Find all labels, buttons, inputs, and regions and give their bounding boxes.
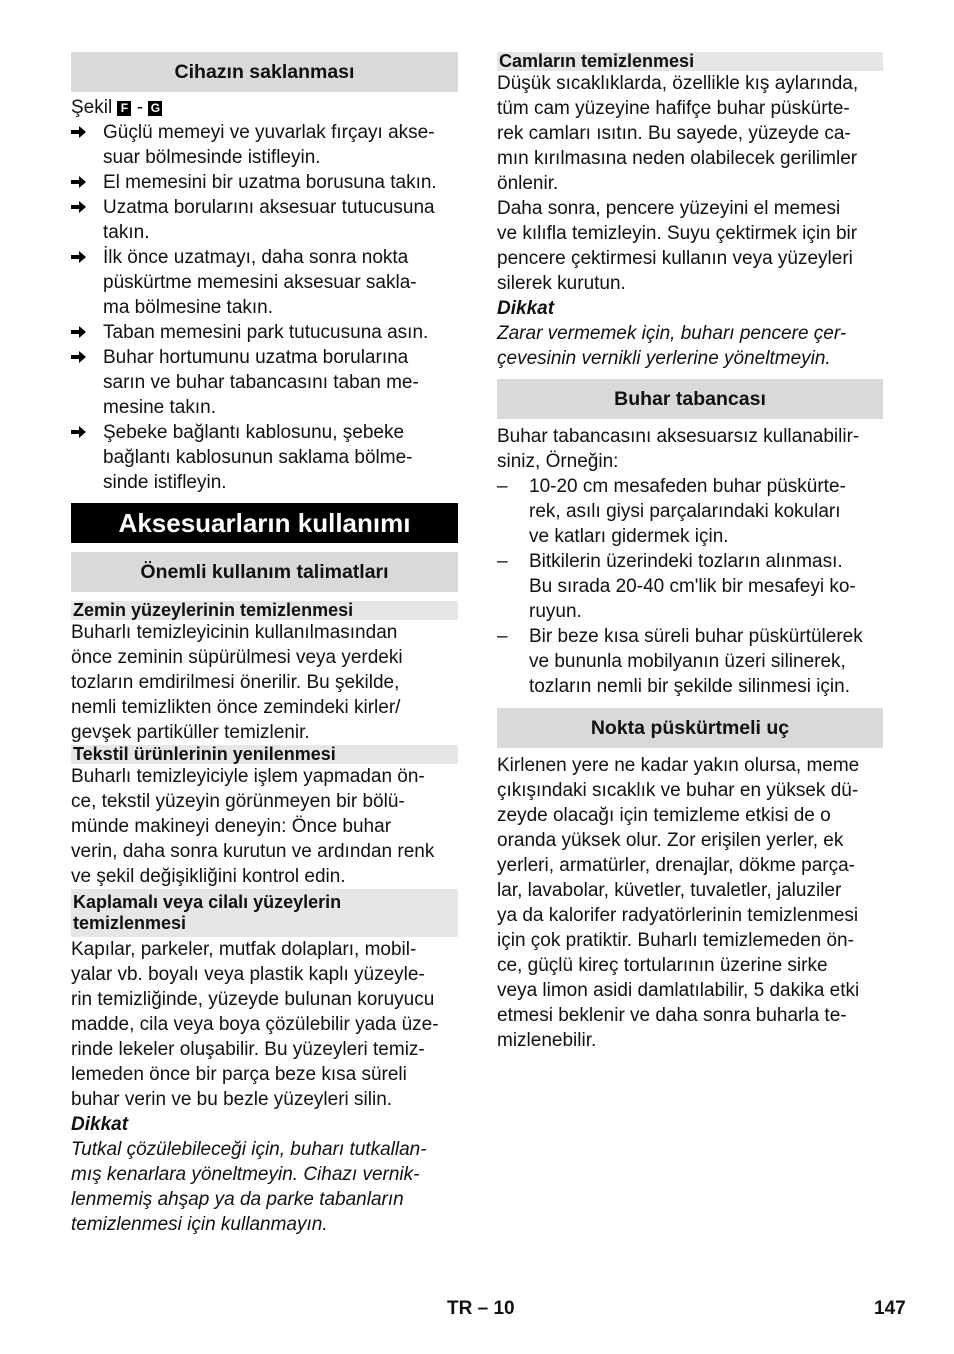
text-line: Taban memesini park tutucusuna asın. — [103, 322, 429, 343]
storage-step-text — [103, 195, 435, 245]
arrow-right-icon — [71, 195, 103, 245]
text-line: ce, tekstil yüzeyin görünmeyen bir bölü- — [71, 791, 405, 812]
figure-separator: - — [136, 97, 144, 118]
text-line: Bitkilerin üzerindeki tozların alınması. — [529, 551, 843, 572]
text-line: mesine takın. — [103, 397, 216, 418]
figure-prefix: Şekil — [71, 97, 113, 118]
text-line: Tutkal çözülebileceği için, buharı tutkallan- — [71, 1139, 427, 1160]
text-line: mış kenarlara yöneltmeyin. Cihazı vernik- — [71, 1164, 420, 1185]
storage-step — [71, 420, 458, 495]
text-line: rin temizliğinde, yüzeyde bulunan koruyucu — [71, 989, 435, 1010]
figure-f-label: F — [117, 101, 131, 116]
dash-marker: – — [497, 476, 508, 497]
text-line: El memesini bir uzatma borusuna takın. — [103, 172, 437, 193]
text-line: mın kırılmasına neden olabilecek gerilimler — [497, 148, 858, 169]
text-line: sarın ve buhar tabancasını taban me- — [103, 372, 419, 393]
text-line: Buharlı temizleyiciyle işlem yapmadan ön- — [71, 766, 425, 787]
storage-step-text — [103, 170, 437, 195]
footer-page-number: 147 — [874, 1298, 906, 1319]
storage-step — [71, 320, 458, 345]
figure-reference — [71, 95, 458, 120]
text-line: için çok pratiktir. Buharlı temizlemeden ön- — [497, 930, 854, 951]
glass-subheading: Camların temizlenmesi — [497, 52, 883, 71]
text-line: önce zeminin süpürülmesi veya yerdeki — [71, 647, 403, 668]
text-line: ve bununla mobilyanın üzeri silinerek, — [529, 651, 846, 672]
caution-label: Dikkat — [497, 298, 555, 319]
textile-paragraph — [71, 764, 458, 889]
nozzle-paragraph — [497, 753, 883, 1053]
text-line: lemeden önce bir parça beze kısa süreli — [71, 1064, 407, 1085]
text-line: münde makineyi deneyin: Önce buhar — [71, 816, 392, 837]
storage-step — [71, 345, 458, 420]
text-line: Kapılar, parkeler, mutfak dolapları, mobil- — [71, 939, 417, 960]
text-line: gevşek partiküller temizlenir. — [71, 722, 310, 743]
storage-heading: Cihazın saklanması — [71, 52, 458, 92]
floor-paragraph — [71, 620, 458, 745]
text-line: yalar vb. boyalı veya plastik kaplı yüzeyle- — [71, 964, 425, 985]
text-line: Buharlı temizleyicinin kullanılmasından — [71, 622, 398, 643]
arrow-right-icon — [71, 345, 103, 420]
text-line: tozların emdirilmesi önerilir. Bu şekilde, — [71, 672, 400, 693]
text-line: sinde istifleyin. — [103, 472, 227, 493]
text-line: rek camları ısıtın. Bu sayede, yüzeyde ca- — [497, 123, 851, 144]
storage-steps-list — [71, 120, 458, 495]
textile-subheading: Tekstil ürünlerinin yenilenmesi — [71, 745, 458, 764]
floor-subheading: Zemin yüzeylerinin temizlenmesi — [71, 601, 458, 620]
text-line: silerek kurutun. — [497, 273, 626, 294]
text-line: çevesinin vernikli yerlerine yöneltmeyin. — [497, 348, 831, 369]
text-line: madde, cila veya boya çözülebilir yada üze- — [71, 1014, 439, 1035]
storage-step — [71, 120, 458, 170]
storage-step-text — [103, 420, 412, 495]
text-line: oranda yüksek olur. Zor erişilen yerler, ek — [497, 830, 844, 851]
gun-usage-item — [497, 474, 883, 549]
text-line: rek, asılı giysi parçalarındaki kokuları — [529, 501, 841, 522]
text-line: temizlenmesi için kullanmayın. — [71, 1214, 328, 1235]
text-line: Düşük sıcaklıklarda, özellikle kış aylarında, — [497, 73, 859, 94]
text-line: Daha sonra, pencere yüzeyini el memesi — [497, 198, 841, 219]
text-line: suar bölmesinde istifleyin. — [103, 147, 321, 168]
storage-step-text — [103, 320, 428, 345]
text-line: tozların nemli bir şekilde silinmesi için. — [529, 676, 850, 697]
storage-step — [71, 170, 458, 195]
text-line: Bu sırada 20-40 cm'lik bir mesafeyi ko- — [529, 576, 856, 597]
text-line: zeyde olacağı için temizleme etkisi de o — [497, 805, 831, 826]
gun-heading: Buhar tabancası — [497, 379, 883, 419]
coated-paragraph — [71, 937, 458, 1112]
gun-usage-text — [529, 549, 856, 624]
arrow-right-icon — [71, 320, 103, 345]
arrow-right-icon — [71, 420, 103, 495]
text-line: siniz, Örneğin: — [497, 451, 619, 472]
text-line: tüm cam yüzeyine hafifçe buhar püskürte- — [497, 98, 850, 119]
figure-g-label: G — [148, 101, 162, 116]
text-line: Buhar tabancasını aksesuarsız kullanabilir- — [497, 426, 860, 447]
text-line: Uzatma borularını aksesuar tutucusuna — [103, 197, 435, 218]
storage-step-text — [103, 345, 419, 420]
storage-step — [71, 245, 458, 320]
glass-paragraph — [497, 71, 883, 296]
gun-usage-item — [497, 624, 883, 699]
instructions-heading: Önemli kullanım talimatları — [71, 552, 458, 592]
text-line: Şebeke bağlantı kablosunu, şebeke — [103, 422, 405, 443]
text-line: 10-20 cm mesafeden buhar püskürte- — [529, 476, 846, 497]
nozzle-heading: Nokta püskürtmeli uç — [497, 708, 883, 748]
gun-intro-paragraph — [497, 424, 883, 474]
caution-paragraph — [497, 321, 883, 371]
text-line: püskürtme memesini aksesuar sakla- — [103, 272, 417, 293]
text-line: Bir beze kısa süreli buhar püskürtülerek — [529, 626, 863, 647]
dash-marker: – — [497, 626, 508, 647]
coated-subheading — [71, 889, 458, 937]
text-line: takın. — [103, 222, 150, 243]
text-line: ce, güçlü kireç tortularının üzerine sirke — [497, 955, 828, 976]
storage-step-text — [103, 120, 435, 170]
gun-usage-item — [497, 549, 883, 624]
text-line: çıkışındaki sıcaklık ve buhar en yüksek dü- — [497, 780, 859, 801]
text-line: buhar verin ve bu bezle yüzeyleri silin. — [71, 1089, 393, 1110]
text-line: mizlenebilir. — [497, 1030, 597, 1051]
footer-section-label: TR – 10 — [447, 1298, 515, 1319]
text-line: ruyun. — [529, 601, 582, 622]
caution-paragraph — [71, 1137, 458, 1237]
gun-usage-list — [497, 474, 883, 699]
gun-usage-text — [529, 474, 846, 549]
text-line: Buhar hortumunu uzatma borularına — [103, 347, 409, 368]
text-line: ve kılıfla temizleyin. Suyu çektirmek için bir — [497, 223, 858, 244]
text-line: ve şekil değişikliğini kontrol edin. — [71, 866, 346, 887]
coated-subheading-line: temizlenmesi — [73, 913, 187, 933]
text-line: ya da kalorifer radyatörlerinin temizlenmesi — [497, 905, 859, 926]
arrow-right-icon — [71, 245, 103, 320]
storage-step-text — [103, 245, 417, 320]
text-line: yerleri, armatürler, drenajlar, dökme parça- — [497, 855, 855, 876]
text-line: verin, daha sonra kurutun ve ardından renk — [71, 841, 435, 862]
text-line: veya limon asidi damlatılabilir, 5 dakika etki — [497, 980, 860, 1001]
coated-subheading-line: Kaplamalı veya cilalı yüzeylerin — [73, 892, 342, 912]
dash-marker: – — [497, 551, 508, 572]
section-title: Aksesuarların kullanımı — [71, 503, 458, 543]
gun-usage-text — [529, 624, 863, 699]
text-line: lenmemiş ahşap ya da parke tabanların — [71, 1189, 404, 1210]
text-line: bağlantı kablosunun saklama bölme- — [103, 447, 413, 468]
text-line: rinde lekeler oluşabilir. Bu yüzeyleri temiz- — [71, 1039, 425, 1060]
text-line: Güçlü memeyi ve yuvarlak fırçayı akse- — [103, 122, 435, 143]
text-line: nemli temizlikten önce zemindeki kirler/ — [71, 697, 401, 718]
text-line: lar, lavabolar, küvetler, tuvaletler, jaluziler — [497, 880, 842, 901]
right-column — [497, 52, 883, 1053]
text-line: ma bölmesine takın. — [103, 297, 274, 318]
left-column — [71, 52, 458, 1237]
text-line: ve katları gidermek için. — [529, 526, 729, 547]
text-line: önlenir. — [497, 173, 559, 194]
storage-step — [71, 195, 458, 245]
text-line: pencere çektirmesi kullanın veya yüzeyleri — [497, 248, 853, 269]
arrow-right-icon — [71, 120, 103, 170]
text-line: etmesi beklenir ve daha sonra buharla te- — [497, 1005, 847, 1026]
text-line: Kirlenen yere ne kadar yakın olursa, meme — [497, 755, 860, 776]
caution-label: Dikkat — [71, 1114, 129, 1135]
arrow-right-icon — [71, 170, 103, 195]
text-line: İlk önce uzatmayı, daha sonra nokta — [103, 247, 409, 268]
text-line: Zarar vermemek için, buharı pencere çer- — [497, 323, 847, 344]
